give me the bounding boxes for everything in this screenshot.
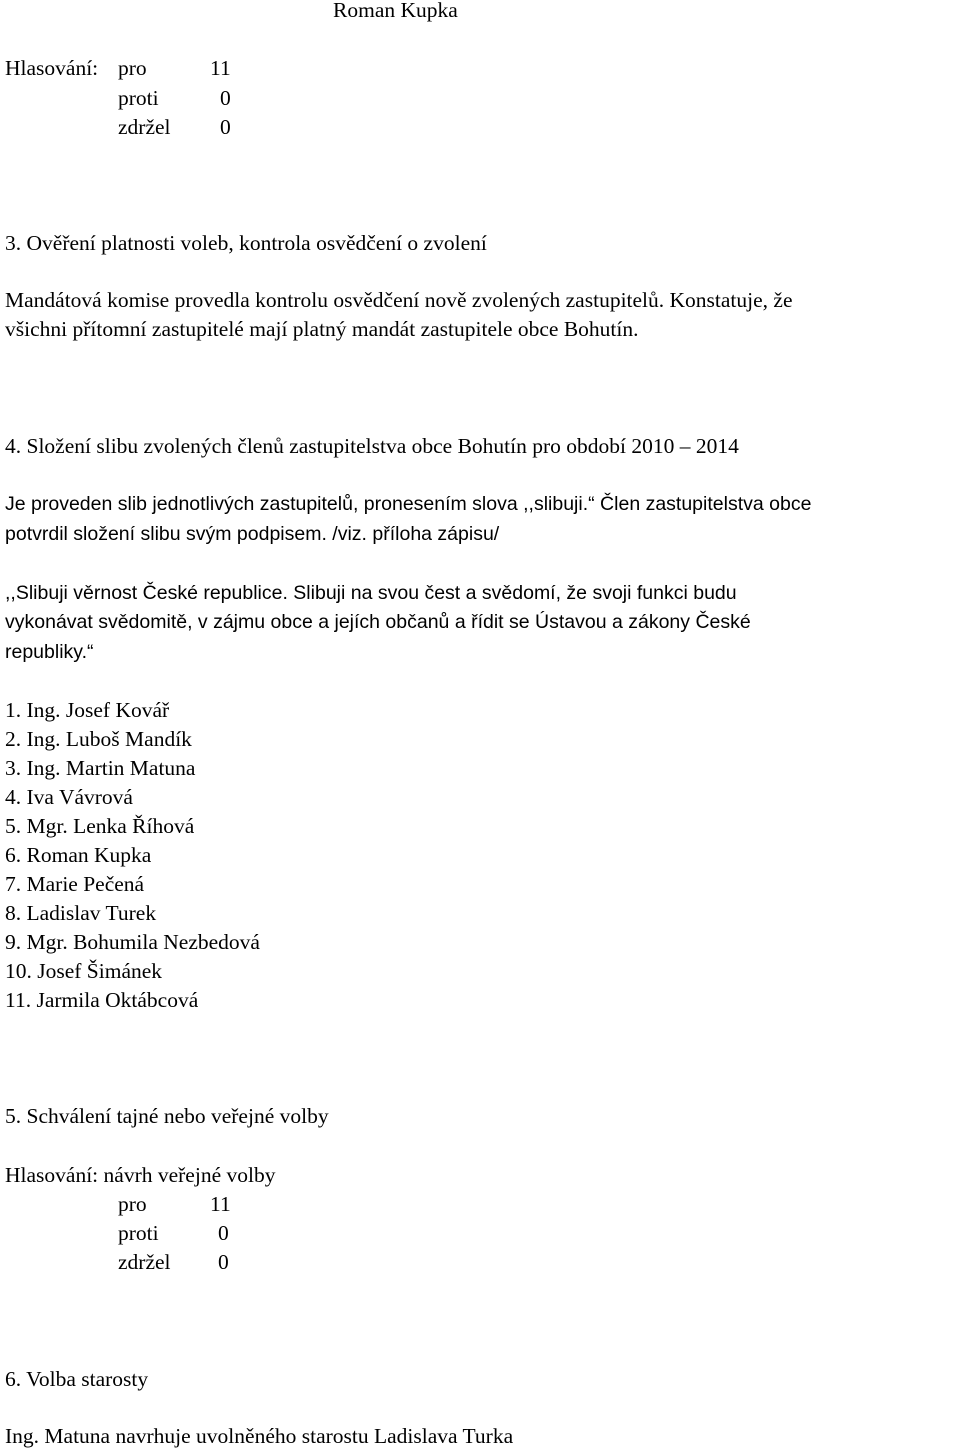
vote-row-value: 11 bbox=[210, 56, 231, 80]
vote-row-zdrzel bbox=[118, 1252, 229, 1274]
member-item: 2. Ing. Luboš Mandík bbox=[5, 727, 192, 751]
member-item: 11. Jarmila Oktábcová bbox=[5, 988, 199, 1012]
vote-row-value: 0 bbox=[218, 1221, 229, 1245]
vote-row-value: 11 bbox=[210, 1192, 231, 1216]
section-4-heading: 4. Složení slibu zvolených členů zastupitelstva obce Bohutín pro období 2010 – 2014 bbox=[5, 434, 739, 458]
header-name: Roman Kupka bbox=[333, 0, 458, 22]
oath-line-3: republiky.“ bbox=[5, 641, 94, 663]
section-4-para-line-1: Je proveden slib jednotlivých zastupitelů, pronesením slova ,,slibuji.“ Člen zastupitelstva obce bbox=[5, 493, 812, 515]
vote-row-label: proti bbox=[118, 1221, 159, 1245]
oath-line-2: vykonávat svědomitě, v zájmu obce a jejích občanů a řídit se Ústavou a zákony České bbox=[5, 611, 751, 633]
section-3-text-line-1: Mandátová komise provedla kontrolu osvědčení nově zvolených zastupitelů. Konstatuje, že bbox=[5, 288, 793, 312]
vote-row-label: pro bbox=[118, 1192, 147, 1216]
vote-row-value: 0 bbox=[220, 86, 231, 110]
vote-row-label: zdržel bbox=[118, 115, 171, 139]
member-item: 3. Ing. Martin Matuna bbox=[5, 756, 196, 780]
member-item: 1. Ing. Josef Kovář bbox=[5, 698, 170, 722]
oath-line-1: ,,Slibuji věrnost České republice. Slibuji na svou čest a svědomí, že svoji funkci budu bbox=[5, 582, 737, 604]
member-item: 9. Mgr. Bohumila Nezbedová bbox=[5, 930, 260, 954]
vote-row-proti bbox=[118, 88, 231, 110]
vote-row-label: pro bbox=[118, 56, 147, 80]
member-item: 5. Mgr. Lenka Říhová bbox=[5, 814, 195, 838]
vote-row-label: proti bbox=[118, 86, 159, 110]
section-3-text-line-2: všichni přítomní zastupitelé mají platný mandát zastupitele obce Bohutín. bbox=[5, 317, 639, 341]
vote-row-pro bbox=[118, 58, 231, 80]
member-item: 7. Marie Pečená bbox=[5, 872, 145, 896]
vote-label: Hlasování: bbox=[5, 56, 99, 80]
member-item: 10. Josef Šimánek bbox=[5, 959, 163, 983]
member-item: 8. Ladislav Turek bbox=[5, 901, 157, 925]
section-5-heading: 5. Schválení tajné nebo veřejné volby bbox=[5, 1104, 329, 1128]
vote-row-pro bbox=[118, 1194, 231, 1216]
section-4-para-line-2: potvrdil složení slibu svým podpisem. /viz. příloha zápisu/ bbox=[5, 523, 500, 545]
vote-row-value: 0 bbox=[218, 1250, 229, 1274]
section-6-heading: 6. Volba starosty bbox=[5, 1367, 149, 1391]
vote-row-label: zdržel bbox=[118, 1250, 171, 1274]
vote-label: Hlasování: návrh veřejné volby bbox=[5, 1163, 276, 1187]
section-6-text: Ing. Matuna navrhuje uvolněného starostu Ladislava Turka bbox=[5, 1424, 514, 1448]
vote-row-proti bbox=[118, 1223, 229, 1245]
member-item: 6. Roman Kupka bbox=[5, 843, 152, 867]
section-3-heading: 3. Ověření platnosti voleb, kontrola osvědčení o zvolení bbox=[5, 231, 487, 255]
vote-row-value: 0 bbox=[220, 115, 231, 139]
member-item: 4. Iva Vávrová bbox=[5, 785, 133, 809]
vote-row-zdrzel bbox=[118, 117, 231, 139]
